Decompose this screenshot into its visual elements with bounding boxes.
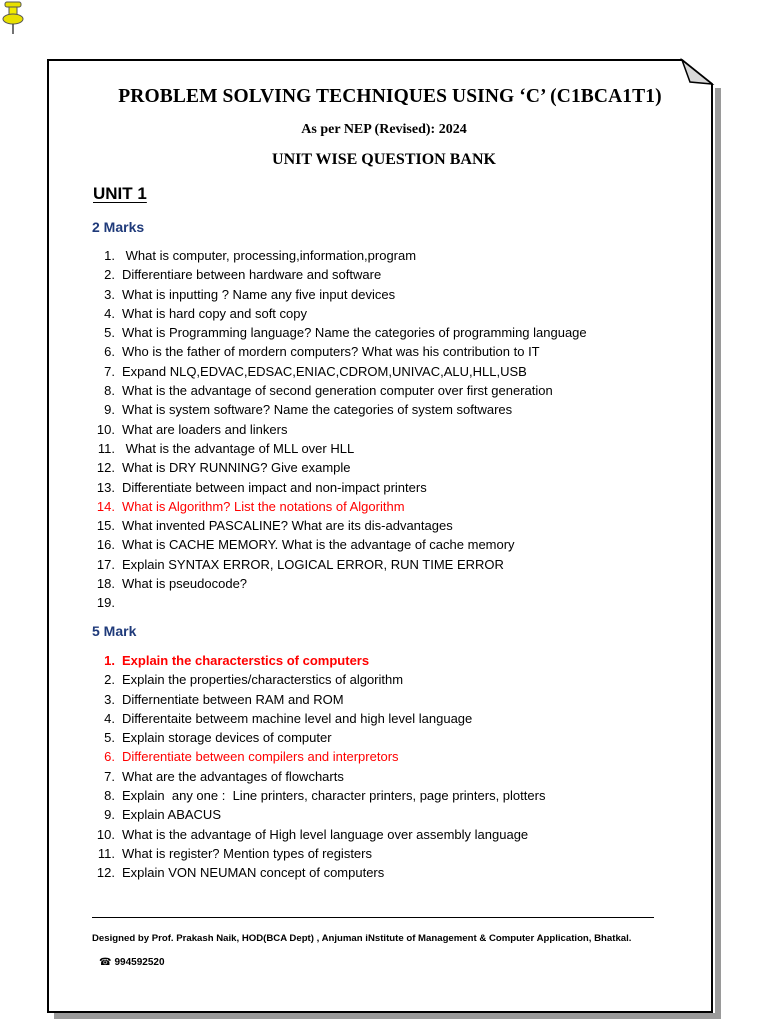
question-number: 12. [96,460,115,476]
question-number: 2. [104,267,115,283]
question-number: 5. [104,325,115,341]
pushpin-icon [0,0,26,36]
question-number: 18. [96,576,115,592]
question-text: Differnentiate between RAM and ROM [122,691,344,707]
question-number: 19. [96,595,115,611]
question-item [93,555,587,574]
question-item [93,420,587,439]
question-text: What is Algorithm? List the notations of Algorithm [122,498,405,514]
question-number: 8. [104,383,115,399]
question-text: What is computer, processing,information,program [122,248,417,263]
question-item [93,844,545,863]
question-number: 10. [96,421,115,437]
question-number: 1. [104,653,115,668]
question-text: Differentiate between compilers and interpretors [122,749,399,765]
document-subtitle: As per NEP (Revised): 2024 [301,122,467,137]
question-text: Differentaite betweem machine level and high level language [122,710,473,726]
question-text: Explain SYNTAX ERROR, LOGICAL ERROR, RUN TIME ERROR [122,556,504,572]
question-item [93,497,587,516]
five-marks-heading: 5 Mark [92,623,137,639]
question-number: 8. [104,788,115,804]
question-item [93,651,545,670]
question-number: 12. [96,865,115,881]
question-number: 10. [96,826,115,842]
question-number: 17. [96,556,115,572]
footer-credit: Designed by Prof. Prakash Naik, HOD(BCA Dept) , Anjuman iNstitute of Management & Computer Application, Bhatkal. [92,933,632,944]
question-text: What is system software? Name the categories of system softwares [122,402,513,418]
question-number: 5. [104,730,115,746]
question-item [93,458,587,477]
question-text: Explain the characterstics of computers [122,653,370,668]
question-item [93,362,587,381]
footer-divider [92,917,654,918]
phone-number: 994592520 [114,957,165,968]
question-item [93,304,587,323]
question-item [93,478,587,497]
question-item [93,863,545,882]
question-item [93,323,587,342]
question-item [93,439,587,458]
question-text: Explain any one : Line printers, character printers, page printers, plotters [122,788,546,804]
two-marks-question-list [93,246,587,613]
question-text: Explain storage devices of computer [122,730,332,746]
two-marks-heading: 2 Marks [92,219,145,235]
question-number: 13. [96,479,115,495]
question-item [93,246,587,265]
question-item [93,574,587,593]
question-number: 15. [96,518,115,534]
question-text: What is the advantage of MLL over HLL [122,440,355,456]
question-item [93,767,545,786]
question-text: Expand NLQ,EDVAC,EDSAC,ENIAC,CDROM,UNIVAC,ALU,HLL,USB [122,363,527,379]
document-title: PROBLEM SOLVING TECHNIQUES USING ‘C’ (C1BCA1T1) [118,86,662,107]
footer-phone [99,957,165,968]
question-item [93,786,545,805]
question-text: Explain the properties/characterstics of algorithm [122,672,404,688]
question-number: 14. [96,498,115,514]
question-text: What are the advantages of flowcharts [122,768,344,784]
question-item [93,593,587,612]
question-item [93,670,545,689]
question-number: 6. [104,344,115,360]
question-number: 1. [104,248,115,263]
question-item [93,342,587,361]
question-number: 3. [104,286,115,302]
question-item [93,709,545,728]
question-text: What are loaders and linkers [122,421,288,437]
five-marks-question-list [93,651,545,883]
question-item [93,400,587,419]
question-text: What is register? Mention types of registers [122,845,372,861]
question-number: 2. [104,672,115,688]
question-number: 7. [104,768,115,784]
question-number: 4. [104,710,115,726]
question-number: 4. [104,305,115,321]
question-text: Who is the father of mordern computers? What was his contribution to IT [122,344,540,360]
question-number: 6. [104,749,115,765]
question-number: 11. [97,440,115,456]
telephone-icon: ☎ [99,957,112,968]
question-text: What is inputting ? Name any five input devices [122,286,396,302]
question-number: 3. [104,691,115,707]
question-item [93,690,545,709]
question-item [93,381,587,400]
unit-heading: UNIT 1 [93,184,147,203]
question-item [93,265,587,284]
question-text: What is hard copy and soft copy [122,305,307,321]
question-text: Differentiate between impact and non-impact printers [122,479,427,495]
question-text: What is the advantage of second generation computer over first generation [122,383,553,399]
question-text: What is the advantage of High level language over assembly language [122,826,529,842]
question-number: 9. [104,402,115,418]
question-item [93,747,545,766]
question-text: What is CACHE MEMORY. What is the advantage of cache memory [122,537,515,553]
question-text: What is pseudocode? [122,576,248,592]
question-item [93,516,587,535]
question-item [93,805,545,824]
document-type-heading: UNIT WISE QUESTION BANK [272,151,496,168]
question-text: Differentiare between hardware and software [122,267,382,283]
question-text: What is Programming language? Name the categories of programming language [122,325,587,341]
question-text: Explain VON NEUMAN concept of computers [122,865,385,881]
question-text: Explain ABACUS [122,807,221,823]
question-item [93,535,587,554]
question-number: 9. [104,807,115,823]
question-number: 11. [97,845,115,861]
question-text: What invented PASCALINE? What are its dis-advantages [122,518,453,534]
question-item [93,825,545,844]
question-text: What is DRY RUNNING? Give example [122,460,351,476]
question-number: 7. [104,363,115,379]
question-item [93,285,587,304]
question-number: 16. [96,537,115,553]
question-item [93,728,545,747]
